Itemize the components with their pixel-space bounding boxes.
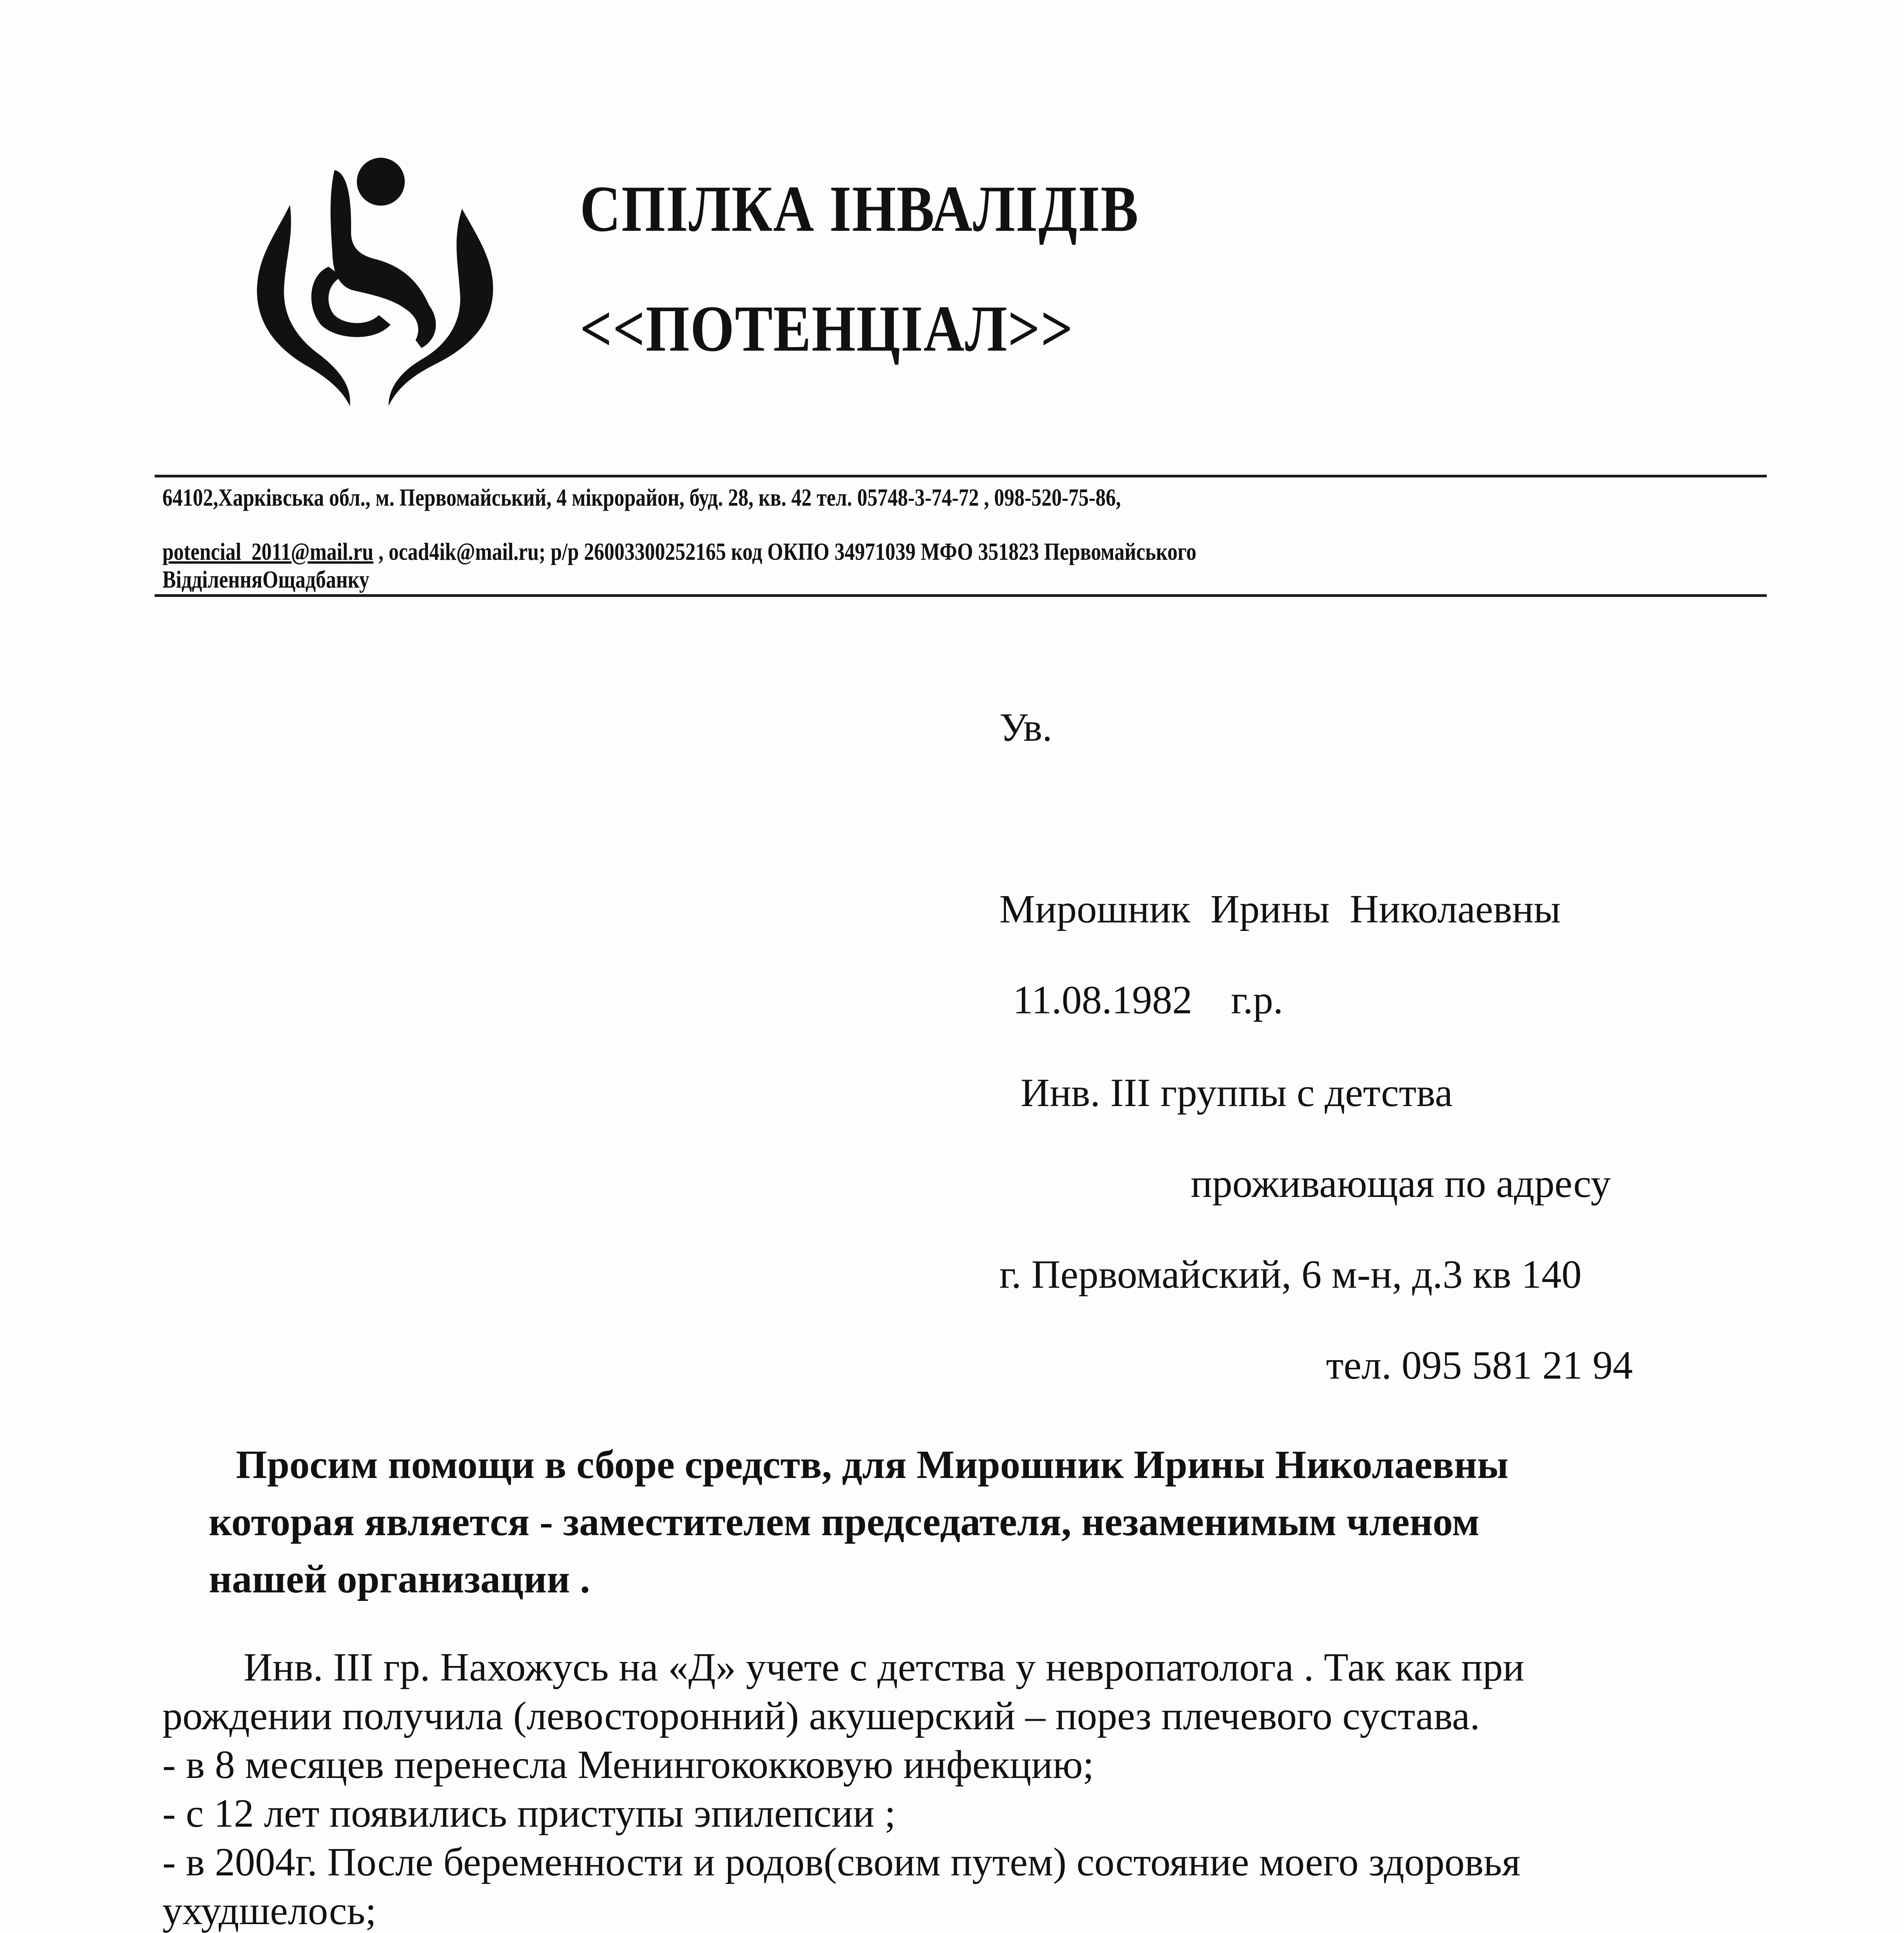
request-line: Просим помощи в сборе средств, для Мирошник Ирины Николаевны bbox=[236, 1442, 1509, 1487]
addressee-name: Мирошник Ирины Николаевны bbox=[999, 887, 1561, 931]
dob-suffix: г.р. bbox=[1231, 978, 1284, 1022]
addressee-address: г. Первомайский, 6 м-н, д.3 кв 140 bbox=[999, 1252, 1582, 1297]
body-line: - в 8 месяцев перенесла Менингококковую инфекцию; bbox=[162, 1742, 1094, 1787]
body-line: - с 12 лет появились приступы эпилепсии ; bbox=[162, 1791, 896, 1836]
addressee-living-label: проживающая по адресу bbox=[1191, 1161, 1611, 1206]
org-contacts bbox=[162, 539, 1197, 564]
request-paragraph bbox=[209, 1436, 1716, 1608]
org-address: 64102,Харківська обл., м. Первомайський, 4 мікрорайон, буд. 28, кв. 42 тел. 05748-3-74-72 , 098-520-75-86, bbox=[162, 484, 1121, 511]
email-link[interactable]: potencial_2011@mail.ru bbox=[162, 538, 373, 565]
greeting: Ув. bbox=[999, 705, 1053, 750]
addressee-disability-group: Инв. III группы с детства bbox=[1021, 1070, 1453, 1115]
body-line: - в 2004г. После беременности и родов(своим путем) состояние моего здоровья bbox=[162, 1840, 1520, 1884]
addressee-dob bbox=[1013, 980, 1283, 1020]
org-name-line2: <<ПОТЕНЦІАЛ>> bbox=[580, 292, 1074, 365]
body-line: рождении получила (левосторонний) акушерский – порез плечевого сустава. bbox=[162, 1694, 1480, 1738]
org-bank: ВідділенняОщадбанку bbox=[162, 566, 370, 593]
header-bottom-rule bbox=[155, 594, 1767, 597]
body-line: Инв. III гр. Нахожусь на «Д» учете с детства у невропатолога . Так как при bbox=[244, 1645, 1524, 1689]
addressee-phone: тел. 095 581 21 94 bbox=[1326, 1343, 1633, 1388]
request-line: нашей организации . bbox=[209, 1557, 590, 1601]
medical-history bbox=[162, 1643, 1747, 1933]
contact-details: , ocad4ik@mail.ru; р/р 26003300252165 код ОКПО 34971039 МФО 351823 Первомайського bbox=[373, 538, 1197, 565]
header-top-rule bbox=[155, 475, 1767, 477]
body-line: ухудшелось; bbox=[162, 1889, 377, 1933]
org-name-line1: СПІЛКА ІНВАЛІДІВ bbox=[580, 172, 1139, 245]
request-line: которая является - заместителем председателя, незаменимым членом bbox=[209, 1500, 1480, 1544]
wheelchair-in-hands-icon bbox=[251, 139, 506, 410]
dob-value: 11.08.1982 bbox=[1013, 978, 1193, 1022]
